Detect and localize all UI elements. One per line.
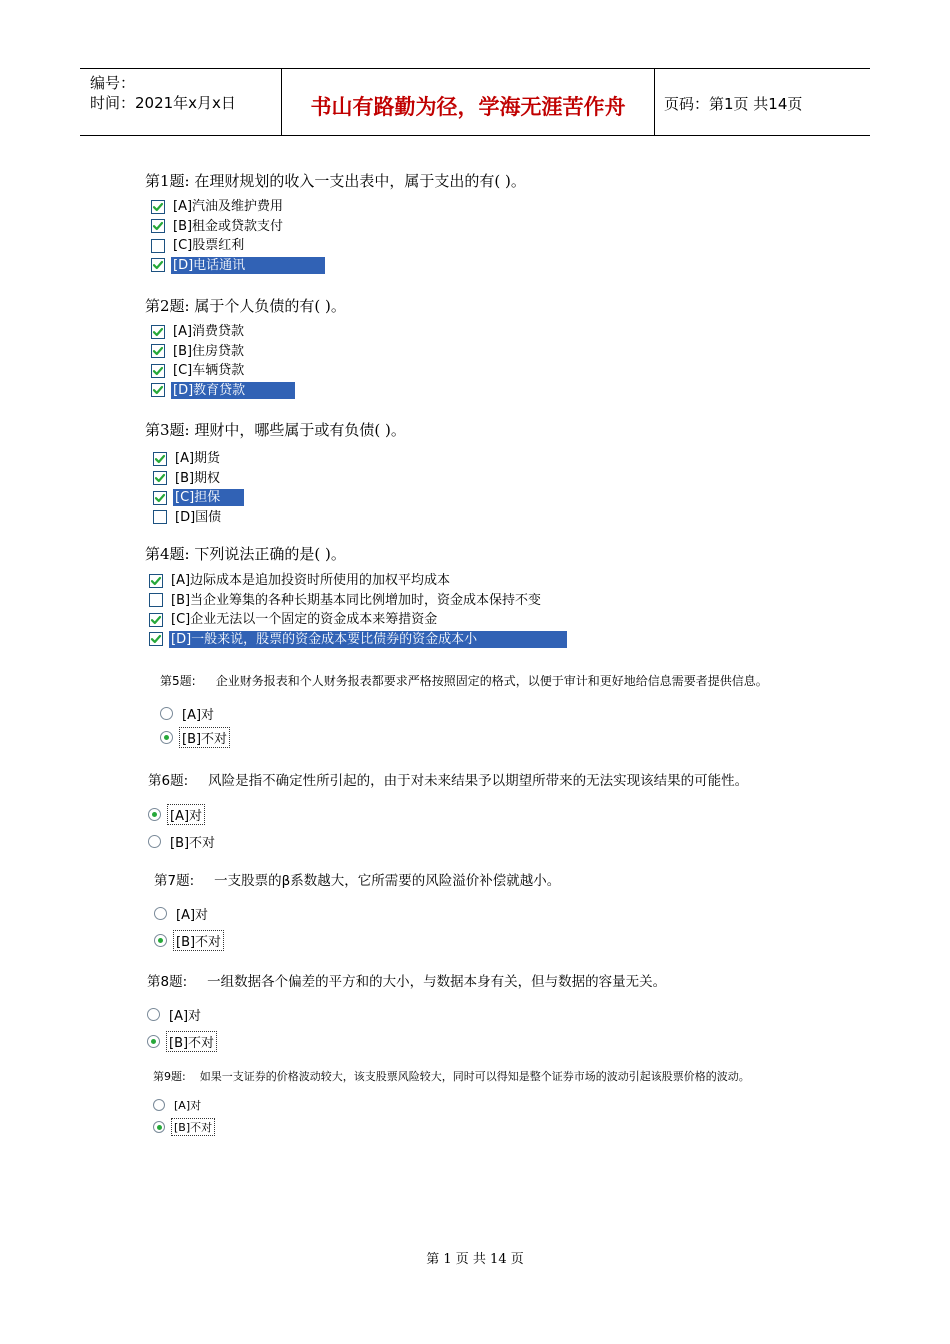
option-text: [A]对: [182, 708, 215, 723]
question-title: 第1题: 在理财规划的收入一支出表中，属于支出的有( )。: [145, 172, 526, 190]
option-row[interactable]: [153, 488, 406, 508]
option-text: [A]对: [167, 804, 205, 825]
question-4: [145, 543, 567, 649]
question-text: 一组数据各个偏差的平方和的大小，与数据本身有关，但与数据的容量无关。: [207, 974, 667, 990]
radio-option[interactable]: [148, 831, 218, 852]
checkbox[interactable]: [151, 239, 165, 253]
option-row[interactable]: [151, 197, 526, 217]
question-title: [160, 672, 768, 689]
radio-option[interactable]: [153, 1096, 204, 1114]
checkbox[interactable]: [151, 219, 165, 233]
question-title: 第3题: 理财中，哪些属于或有负债( )。: [145, 421, 406, 439]
checkbox[interactable]: [153, 491, 167, 505]
option-text: [B]不对: [171, 1118, 215, 1136]
radio-button[interactable]: [153, 1121, 165, 1133]
question-number: 第8题:: [147, 974, 188, 990]
option-row[interactable]: [151, 256, 526, 276]
option-row[interactable]: [151, 236, 526, 256]
option-text: [D]一般来说，股票的资金成本要比债券的资金成本小: [169, 631, 567, 648]
option-text: [C]股票红利: [173, 238, 245, 254]
question-number: 第5题:: [160, 674, 196, 688]
question-title: [153, 1068, 750, 1084]
checkbox[interactable]: [149, 632, 163, 646]
option-row[interactable]: [151, 381, 346, 401]
radio-option[interactable]: [147, 1004, 204, 1025]
radio-option[interactable]: [154, 903, 211, 924]
option-text: [A]汽油及维护费用: [173, 199, 284, 215]
checkbox[interactable]: [151, 200, 165, 214]
question-text: 企业财务报表和个人财务报表都要求严格按照固定的格式，以便于审计和更好地给信息需要者提供信息。: [215, 674, 768, 688]
checkbox[interactable]: [151, 364, 165, 378]
checkbox[interactable]: [153, 471, 167, 485]
option-row[interactable]: [151, 217, 526, 237]
option-text: [B]不对: [166, 1031, 217, 1052]
option-text: [D]电话通讯: [171, 257, 325, 274]
option-text: [A]对: [169, 1009, 202, 1024]
checkbox[interactable]: [151, 258, 165, 272]
option-text: [B]住房贷款: [173, 343, 245, 359]
radio-option[interactable]: [147, 1031, 217, 1052]
option-text: [D]教育贷款: [171, 382, 295, 399]
radio-button[interactable]: [160, 707, 173, 720]
question-number: 第9题:: [153, 1070, 186, 1083]
question-number: 第7题:: [154, 873, 195, 889]
radio-button[interactable]: [154, 907, 167, 920]
option-text: [B]期权: [175, 470, 221, 486]
option-row[interactable]: [151, 342, 346, 362]
radio-option[interactable]: [160, 727, 230, 748]
option-text: [A]对: [176, 908, 209, 923]
question-text: 风险是指不确定性所引起的，由于对未来结果予以期望所带来的无法实现该结果的可能性。: [208, 773, 749, 789]
checkbox[interactable]: [153, 452, 167, 466]
page-footer: 第 1 页 共 14 页: [426, 1252, 524, 1267]
number-label: 编号：: [90, 74, 136, 92]
question-title: 第2题: 属于个人负债的有( )。: [145, 297, 346, 315]
option-text: [B]不对: [173, 930, 224, 951]
checkbox[interactable]: [151, 325, 165, 339]
radio-option[interactable]: [154, 930, 224, 951]
radio-button[interactable]: [154, 934, 167, 947]
option-row[interactable]: [153, 469, 406, 489]
radio-button[interactable]: [147, 1035, 160, 1048]
page-label: 页码：第1页 共14页: [664, 95, 803, 113]
question-title: [148, 769, 748, 789]
question-title: [154, 869, 560, 889]
option-text: [C]车辆贷款: [173, 363, 245, 379]
checkbox[interactable]: [151, 344, 165, 358]
question-title: [147, 970, 666, 990]
option-row[interactable]: [149, 571, 567, 591]
radio-button[interactable]: [148, 808, 161, 821]
option-text: [A]边际成本是追加投资时所使用的加权平均成本: [171, 573, 451, 589]
header-meta: [90, 73, 236, 113]
time-label: 时间：2021年x月x日: [90, 94, 236, 112]
option-text: [A]消费贷款: [173, 324, 245, 340]
header-motto: 书山有路勤为径，学海无涯苦作舟: [310, 94, 626, 119]
option-text: [A]对: [174, 1099, 202, 1112]
option-text: [B]租金或贷款支付: [173, 218, 284, 234]
option-row[interactable]: [153, 449, 406, 469]
checkbox[interactable]: [149, 613, 163, 627]
option-text: [D]国债: [175, 509, 222, 525]
option-row[interactable]: [151, 322, 346, 342]
header-divider: [654, 69, 655, 135]
option-text: [B]不对: [170, 836, 216, 851]
page-header: [80, 68, 870, 136]
question-3: [145, 419, 406, 527]
checkbox[interactable]: [151, 383, 165, 397]
question-text: 如果一支证券的价格波动较大，该支股票风险较大，同时可以得知是整个证券市场的波动引起该股票价格的波动。: [199, 1070, 750, 1083]
option-row[interactable]: [149, 610, 567, 630]
option-text: [C]担保: [173, 489, 244, 506]
radio-option[interactable]: [160, 703, 217, 724]
option-text: [C]企业无法以一个固定的资金成本来筹措资金: [171, 612, 438, 628]
option-row[interactable]: [151, 361, 346, 381]
checkbox[interactable]: [153, 510, 167, 524]
checkbox[interactable]: [149, 574, 163, 588]
question-text: 一支股票的β系数越大，它所需要的风险溢价补偿就越小。: [214, 873, 561, 889]
radio-option[interactable]: [148, 804, 205, 825]
radio-button[interactable]: [153, 1099, 165, 1111]
question-title: 第4题: 下列说法正确的是( )。: [145, 545, 346, 563]
radio-button[interactable]: [147, 1008, 160, 1021]
radio-button[interactable]: [148, 835, 161, 848]
option-row[interactable]: [153, 508, 406, 528]
option-text: [A]期货: [175, 451, 221, 467]
question-1: [145, 170, 526, 275]
option-text: [B]当企业筹集的各种长期基本同比例增加时，资金成本保持不变: [171, 592, 542, 608]
question-number: 第6题:: [148, 773, 189, 789]
question-2: [145, 295, 346, 400]
option-text: [B]不对: [179, 727, 230, 748]
radio-option[interactable]: [153, 1118, 215, 1136]
option-row[interactable]: [149, 591, 567, 611]
radio-button[interactable]: [160, 731, 173, 744]
checkbox[interactable]: [149, 593, 163, 607]
option-row[interactable]: [149, 630, 567, 650]
